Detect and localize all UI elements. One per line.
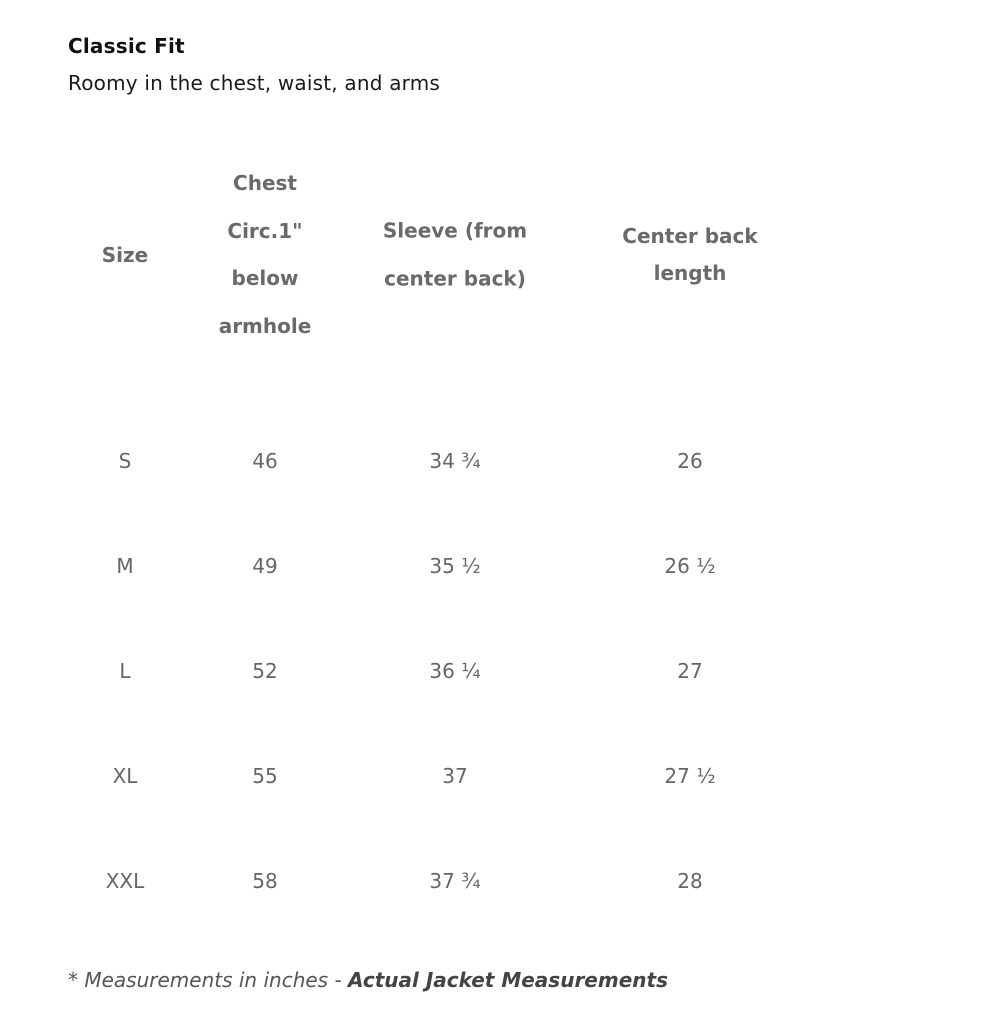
- cell-center-back: 26: [677, 449, 703, 473]
- cell-center-back: 28: [677, 869, 703, 893]
- cell-sleeve: 35 ½: [429, 554, 481, 578]
- cell-chest: 55: [252, 764, 278, 788]
- cell-chest: 49: [252, 554, 278, 578]
- cell-center-back: 26 ½: [664, 554, 716, 578]
- cell-size: XL: [112, 764, 138, 788]
- cell-sleeve: 37 ¾: [429, 869, 481, 893]
- cell-center-back: 27: [677, 659, 703, 683]
- cell-chest: 58: [252, 869, 278, 893]
- page-title: Classic Fit: [68, 34, 185, 58]
- cell-size: S: [118, 449, 132, 473]
- cell-sleeve: 36 ¼: [429, 659, 481, 683]
- cell-size: L: [119, 659, 131, 683]
- cell-size: XXL: [105, 869, 145, 893]
- footnote: [68, 968, 668, 992]
- header-sleeve-line: center back): [384, 266, 526, 290]
- footnote-emphasis: Actual Jacket Measurements: [348, 968, 668, 992]
- header-sleeve-line: Sleeve (from: [382, 218, 528, 243]
- cell-chest: 52: [252, 659, 278, 683]
- header-center-back: [622, 218, 757, 292]
- cell-chest: 46: [252, 449, 278, 473]
- header-chest-line: below: [231, 266, 299, 290]
- cell-sleeve: 37: [442, 764, 468, 788]
- header-chest-line: armhole: [218, 313, 312, 338]
- footnote-prefix: * Measurements in inches -: [68, 968, 349, 992]
- header-chest: [219, 160, 312, 350]
- cell-size: M: [116, 554, 134, 578]
- header-chest-line: Circ.1": [227, 218, 303, 243]
- cell-center-back: 27 ½: [664, 764, 716, 788]
- header-size: Size: [101, 243, 149, 267]
- cell-sleeve: 34 ¾: [429, 449, 481, 473]
- header-center-line: length: [653, 261, 727, 285]
- header-sleeve: [383, 208, 527, 303]
- header-center-line: Center back: [622, 224, 758, 248]
- page-subtitle: Roomy in the chest, waist, and arms: [68, 71, 441, 95]
- header-chest-line: Chest: [233, 171, 297, 195]
